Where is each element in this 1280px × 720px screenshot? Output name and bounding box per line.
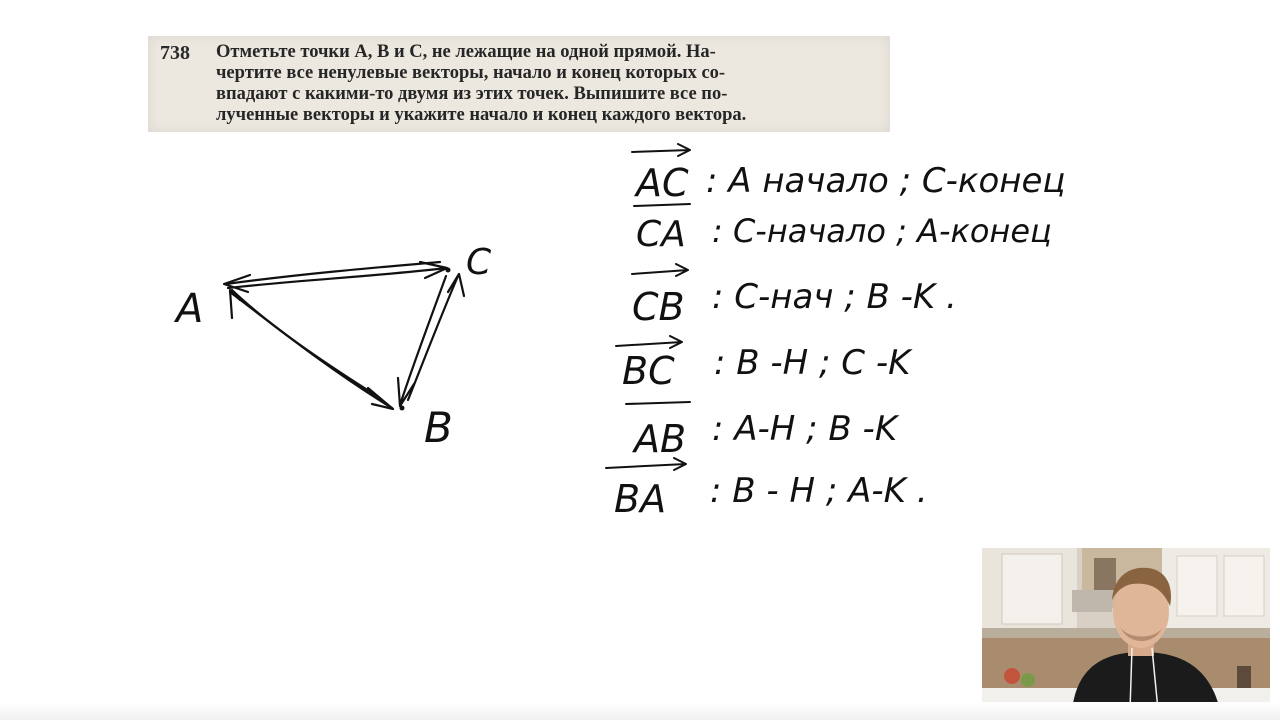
label-point-B: B xyxy=(424,403,453,452)
problem-line: чертите все ненулевые векторы, начало и конец которых со- xyxy=(216,63,726,83)
label-point-C: C xyxy=(466,242,492,283)
note-row-BA xyxy=(614,471,928,521)
label-point-A: A xyxy=(176,286,204,332)
note-row-BC xyxy=(622,343,913,393)
vector-description: : C-начало ; A-конец xyxy=(712,212,1052,250)
vector-description: : A начало ; C-конец xyxy=(706,161,1066,201)
arrow-over-BC xyxy=(616,336,682,348)
vector-description: : B -H ; C -K xyxy=(714,343,911,383)
note-row-CA xyxy=(636,212,1052,255)
vector-name: CB xyxy=(632,285,685,329)
note-row-AC xyxy=(633,161,1066,205)
vector-name: CA xyxy=(636,214,686,255)
problem-line: лученные векторы и укажите начало и конец каждого вектора. xyxy=(216,105,747,125)
bottom-shadow xyxy=(0,702,1280,720)
bar-over-AB xyxy=(626,402,690,404)
vector-name: AB xyxy=(634,417,687,461)
note-row-CB xyxy=(632,277,957,329)
arrow-over-AC xyxy=(632,144,690,156)
vector-description: : C-нач ; B -K . xyxy=(712,277,957,317)
presenter-video xyxy=(982,548,1270,710)
webcam-overlay xyxy=(982,548,1270,710)
note-row-AB xyxy=(631,409,900,461)
vector-description: : B - H ; A-K . xyxy=(710,471,928,511)
arrow-over-CB xyxy=(632,264,688,276)
vector-description: : A-H ; B -K xyxy=(712,409,898,449)
problem-line: впадают с какими-то двумя из этих точек. Выпишите все по- xyxy=(216,84,728,104)
vector-name: AC xyxy=(636,161,689,205)
vector-name: BA xyxy=(614,477,667,521)
vector-name: BC xyxy=(622,349,675,393)
problem-number: 738 xyxy=(160,42,190,64)
problem-line: Отметьте точки A, B и C, не лежащие на одной прямой. На- xyxy=(216,42,716,62)
